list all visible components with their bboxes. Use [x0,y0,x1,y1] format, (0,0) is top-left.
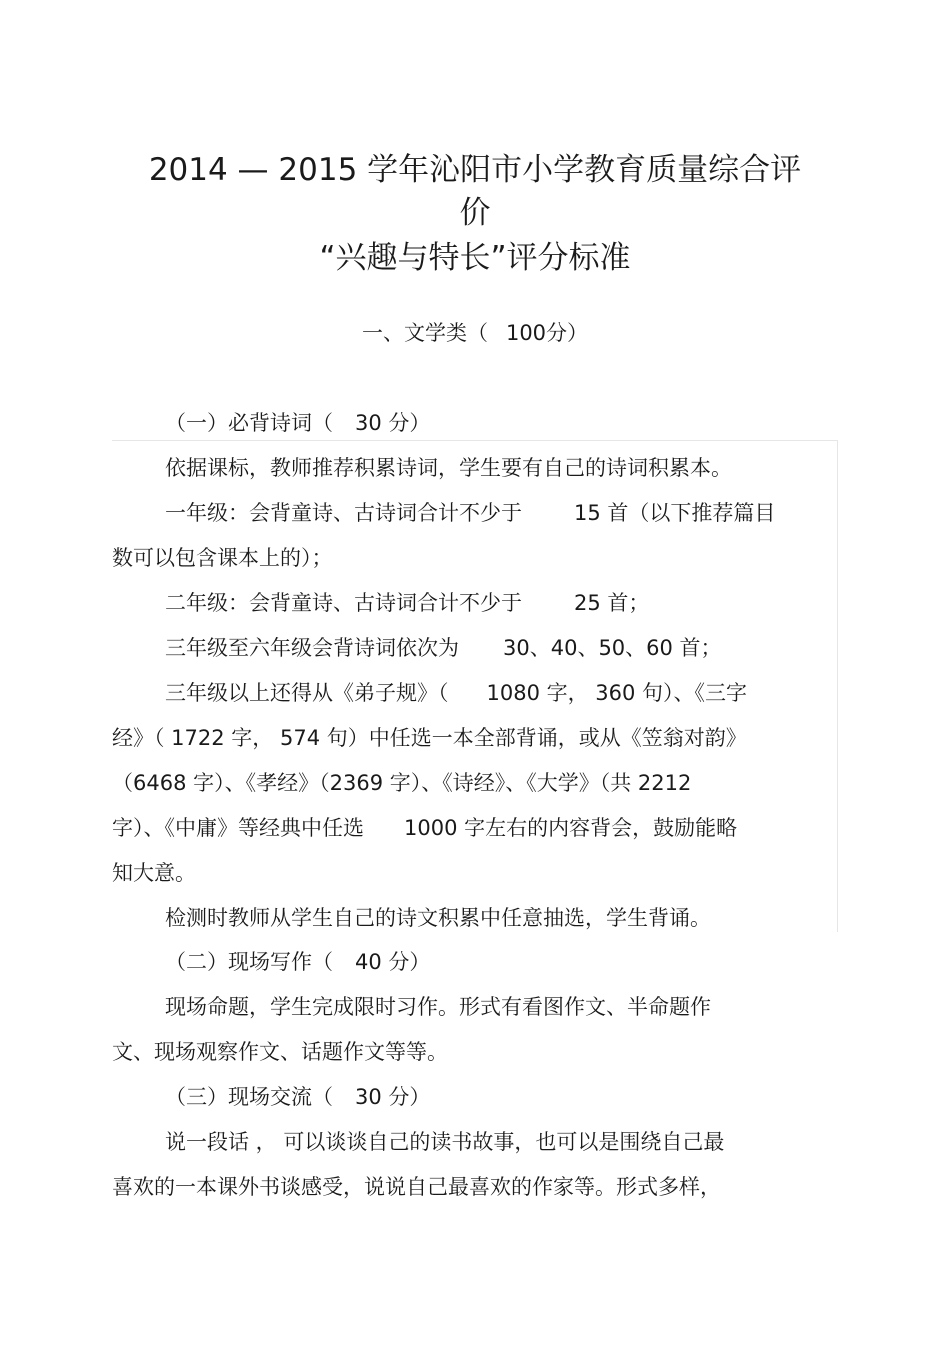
paragraph-line: 数可以包含课本上的）； [112,546,333,570]
subsection-heading-score: 30 分） [355,1085,431,1109]
paragraph-line [165,678,747,708]
subsection-heading-writing [165,947,430,977]
text-segment: 二年级：会背童诗、古诗词合计不少于 [165,591,522,615]
subsection-heading-exchange [165,1082,430,1112]
subsection-heading-label: （一）必背诗词（ [165,411,333,435]
paragraph-line: （6468 字）、《孝经》（2369 字）、《诗经》、《大学》（共 2212 [112,771,692,795]
text-segment: 1080 字， 360 句）、《三字 [486,681,748,705]
paragraph-line: 依据课标，教师推荐积累诗词，学生要有自己的诗词积累本。 [165,456,732,480]
text-segment: 30、40、50、60 首； [503,636,722,660]
text-segment: 三年级以上还得从《弟子规》（ [165,681,449,705]
paragraph-line: 喜欢的一本课外书谈感受，说说自己最喜欢的作家等。形式多样， [112,1175,721,1199]
subsection-heading-score: 40 分） [355,950,431,974]
text-segment: 15 首（以下推荐篇目 [574,501,776,525]
paragraph-line: 经》（ 1722 字， 574 句）中任选一本全部背诵，或从《笠翁对韵》 [112,726,747,750]
section-heading-score: 100分） [505,321,589,345]
subsection-heading-label: （三）现场交流（ [165,1085,333,1109]
paragraph-line: 说一段话 ， 可以谈谈自己的读书故事，也可以是围绕自己最 [165,1130,725,1154]
paragraph-line [165,633,722,663]
paragraph-line [112,813,737,843]
text-segment: 25 首； [574,591,650,615]
text-segment: 一年级：会背童诗、古诗词合计不少于 [165,501,522,525]
paragraph-line: 文、现场观察作文、话题作文等等。 [112,1040,448,1064]
paragraph-line: 现场命题，学生完成限时习作。形式有看图作文、半命题作 [165,995,711,1019]
subsection-heading-label: （二）现场写作（ [165,950,333,974]
paragraph-line [165,588,649,618]
text-segment: 三年级至六年级会背诗词依次为 [165,636,459,660]
text-segment: 字）、《中庸》等经典中任选 [112,816,364,840]
section-heading-literature [0,318,950,348]
paragraph-line: 检测时教师从学生自己的诗文积累中任意抽选，学生背诵。 [165,906,711,930]
document-title-line-2: 价 [459,195,491,231]
subsection-heading-score: 30 分） [355,411,431,435]
section-heading-label: 一、文学类（ [361,321,488,345]
text-segment: 1000 字左右的内容背会，鼓励能略 [404,816,738,840]
paragraph-line: 知大意。 [112,861,196,885]
document-title-line-1: 2014 — 2015 学年沁阳市小学教育质量综合评 [148,152,802,188]
document-title-line-3: “兴趣与特长”评分标准 [319,240,631,276]
paragraph-line [165,498,775,528]
subsection-heading-recitation [165,408,430,438]
